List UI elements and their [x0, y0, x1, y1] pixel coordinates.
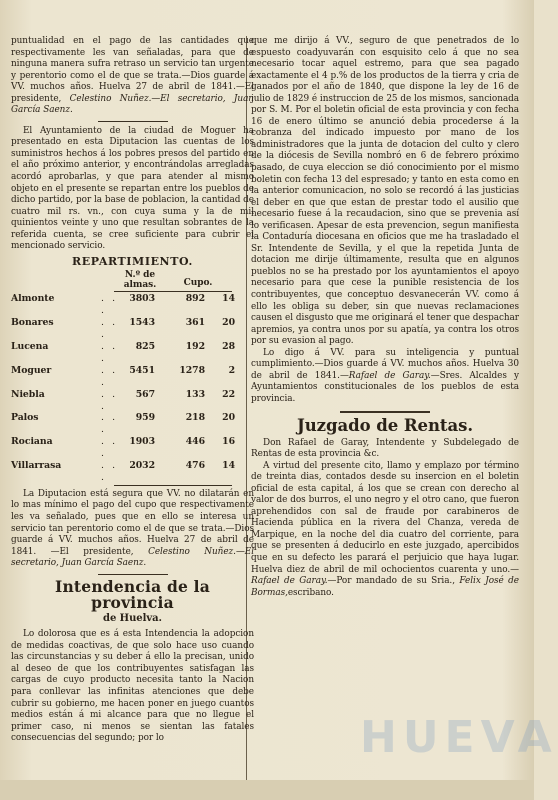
table-rule [114, 485, 232, 486]
almas-value: 1903 [129, 436, 155, 448]
right-paragraph-3: Don Rafael de Garay, Intendente y Subdelegado de Rentas de esta provincia &c. [251, 437, 519, 460]
right-paragraph-2 [251, 348, 519, 406]
cupo-fraction: 22 [222, 388, 235, 400]
table-row [11, 460, 254, 484]
cupo-fraction: 20 [222, 317, 235, 329]
town-name: Almonte [11, 293, 55, 305]
right-paragraph-1: que me dirijo á VV., seguro de que penetrados de lo espuesto coadyuvarán con esquisito celo á que no sea necesario tocar aquel estremo, para que sea pagado exactamente el 4 p.% de los productos de la tierra y cria de ganados por el año de 1840, que dispone la ley de 16 de julio de 1829 é instruccion de 25 de los mismos, sancionada por S. M. Por el boletin oficial de esta provincia y con fecha 16 de enero último se anunció debia procederse á la cobranza del indicado impuesto por mano de los administradores que la junta de dotacion del culto y clero de la diócesis de Sevilla nombró en 6 de febrero próximo pasado, de cuya eleccion se dió conocimiento por el mismo boletin con fecha 13 del espresado; y tanto en esta como en la anterior comunicacion, no solo se recordó á las justicias el deber en que que estan de prestar todo el ausilio que necesario fuese á la recaudacion, sino que se prevenia así lo verificasen. Apesar de esta prevencion, segun manifiesta la Contaduría diocesana en oficios que me ha trasladado el Sr. Intendente de Sevilla, y el que la repetida Junta de dotacion me dirije últimamente, resulta que en algunos pueblos no se ha prestado por los ayuntamientos el apoyo necesario para que cese la punible resistencia de los contribuyentes, que conceptuo desvanecerán VV. como á ello les obliga su deber, sin que nuevas reclamaciones causen el disgusto que me originará el tener que despachar apremios, ya contra unos por su apatía, ya contra los otros por su evasion al pago. [251, 36, 519, 347]
leader-dots: . . . [101, 364, 115, 388]
cupo-fraction: 20 [222, 412, 235, 424]
table-row [11, 293, 254, 317]
table-body [11, 293, 254, 484]
town-name: Bonares [11, 317, 54, 329]
left-paragraph-3 [11, 489, 254, 570]
cupo-value: 218 [185, 412, 205, 424]
leader-dots: . . . [101, 388, 115, 412]
almas-value: 1543 [129, 317, 155, 329]
almas-value: 5451 [129, 364, 155, 376]
col-cupo-header: Cupo. [183, 278, 213, 289]
left-column [11, 36, 254, 745]
cupo-fraction: 16 [222, 436, 235, 448]
almas-value: 959 [135, 412, 155, 424]
town-name: Moguer [11, 364, 52, 376]
left-paragraph-2: El Ayuntamiento de la ciudad de Moguer ha presentado en esta Diputacion las cuentas de los suministros hechos á los pobres presos del partido en el año próximo anterior, y encontrándolas arregladas acordó aprobarlas, y que para atender al mismo objeto en el presente se repartan entre los pueblos de dicho partido, por la base de poblacion, la cantidad de cuatro mil rs. vn., con cuya suma y la de mil quinientos veinte y uno que resultan sobrantes de la referida cuenta, se cree suficiente para cubrir el mencionado servicio. [11, 125, 254, 252]
left-p1-signature: Celestino Nuñez.—El secretario, Juan García Saenz. [11, 93, 254, 116]
table-header [11, 270, 254, 290]
table-row [11, 389, 254, 413]
town-name: Lucena [11, 341, 49, 353]
almas-value: 567 [135, 388, 155, 400]
cupo-value: 1278 [179, 364, 205, 376]
almas-value: 2032 [129, 460, 155, 472]
cupo-fraction: 2 [228, 364, 235, 376]
separator [98, 574, 168, 575]
cupo-fraction: 14 [222, 460, 235, 472]
right-p2-end: —Sres. Alcaldes y Ayuntamientos constitucionales de los pueblos de esta provincia. [251, 370, 519, 404]
archive-watermark: HUEVA [360, 712, 558, 763]
table-row [11, 341, 254, 365]
almas-value: 3803 [129, 293, 155, 305]
right-paragraph-4 [251, 461, 519, 600]
table-row [11, 317, 254, 341]
right-p4-text: A virtud del presente cito, llamo y emplazo por término de treinta dias, contados desde su insercion en el boletin oficial de esta capital, á los que se crean con derecho al valor de dos burros, el uno negro y el otro cano, que fueron aprehendidos con sal de fraude por carabineros de Hacienda pública en la rivera del Chanza, vereda de Marpique, en la noche del dia cuatro del corriente, para que se presenten á deducirlo en este juzgado, apercibidos que en su defecto les parará el perjuicio que haya lugar. Huelva diez de abril de mil ochocientos cuarenta y uno.— [251, 460, 519, 575]
left-paragraph-1 [11, 36, 254, 117]
cupo-fraction: 28 [222, 341, 235, 353]
cupo-value: 476 [185, 460, 205, 472]
town-name: Niebla [11, 388, 45, 400]
leader-dots: . . . [101, 460, 115, 483]
right-p2-text: Lo digo á VV. para su inteligencia y puntual cumplimiento.—Dios guarde á VV. muchos años. Huelva 30 de abril de 1841.— [251, 347, 519, 381]
left-paragraph-4: Lo dolorosa que es á esta Intendencia la adopcion de medidas coactivas, de que solo hace uso cuando las circunstancias y su deber á ello la precisan, unido al deseo de que los contribuyentes satisfagan las cargas de cuyo producto necesita tanto la Nacion para conllevar las infinitas atenciones que debe cubrir su gobierno, me hacen poner en juego cuantos medios están á mi alcance para que no llegue el primer caso, ni menos se sientan las fatales consecuencias del segundo; por lo [11, 629, 254, 744]
table-row [11, 365, 254, 389]
town-name: Palos [11, 412, 39, 424]
separator [98, 121, 168, 122]
right-p4-mid: —Por mandado de su Sria., [327, 576, 455, 587]
section-title-juzgado: Juzgado de Rentas. [296, 415, 474, 435]
right-p2-signature: Rafael de Garay. [348, 370, 431, 381]
left-p3-signature: Celestino Nuñez.—El secretario, Juan García Saenz. [11, 546, 254, 569]
cupo-fraction: 14 [222, 293, 235, 305]
section-subtitle: de Huelva. [103, 612, 162, 624]
leader-dots: . . . [101, 436, 115, 460]
cupo-value: 892 [185, 293, 205, 305]
separator [340, 411, 430, 413]
page-bottom-edge [0, 780, 534, 800]
right-p4-signature-2: Felix José de Bormas, [251, 576, 519, 598]
cupo-value: 192 [185, 341, 205, 353]
leader-dots: . . . [101, 293, 115, 317]
town-name: Villarrasa [11, 460, 62, 472]
section-title-intendencia: Intendencia de la provincia [55, 576, 210, 612]
col-almas-header: N.º de almas. [123, 270, 157, 291]
cupo-value: 446 [185, 436, 205, 448]
left-p1-text: puntualidad en el pago de las cantidades que respectivamente les van señaladas, para que de ninguna manera sufra retraso un servicio tan urgente y perentorio como el de que se trata.—Dios guarde á VV. muchos años. Huelva 27 de abril de 1841.—El presidente, [11, 36, 254, 104]
table-rule [114, 291, 232, 292]
table-row [11, 436, 254, 460]
almas-value: 825 [135, 341, 155, 353]
leader-dots: . . . [101, 317, 115, 341]
table-row [11, 412, 254, 436]
leader-dots: . . . [101, 341, 115, 364]
right-column [251, 36, 519, 599]
cupo-value: 361 [185, 317, 205, 329]
right-p4-end: escribano. [287, 587, 334, 598]
right-p4-signature: Rafael de Garay. [251, 576, 328, 587]
cupo-value: 133 [185, 388, 205, 400]
table-title: REPARTIMIENTO. [72, 254, 193, 268]
leader-dots: . . . [101, 412, 115, 436]
town-name: Rociana [11, 436, 53, 448]
left-p3-text: La Diputacion está segura que VV. no dilatarán en lo mas mínimo el pago del cupo que respectivamente les va señalado, pues que en ello se interesa un servicio tan perentorio como el de que se trata.—Dios guarde á VV. muchos años. Huelva 27 de abril de 1841. —El presidente, [11, 488, 254, 557]
